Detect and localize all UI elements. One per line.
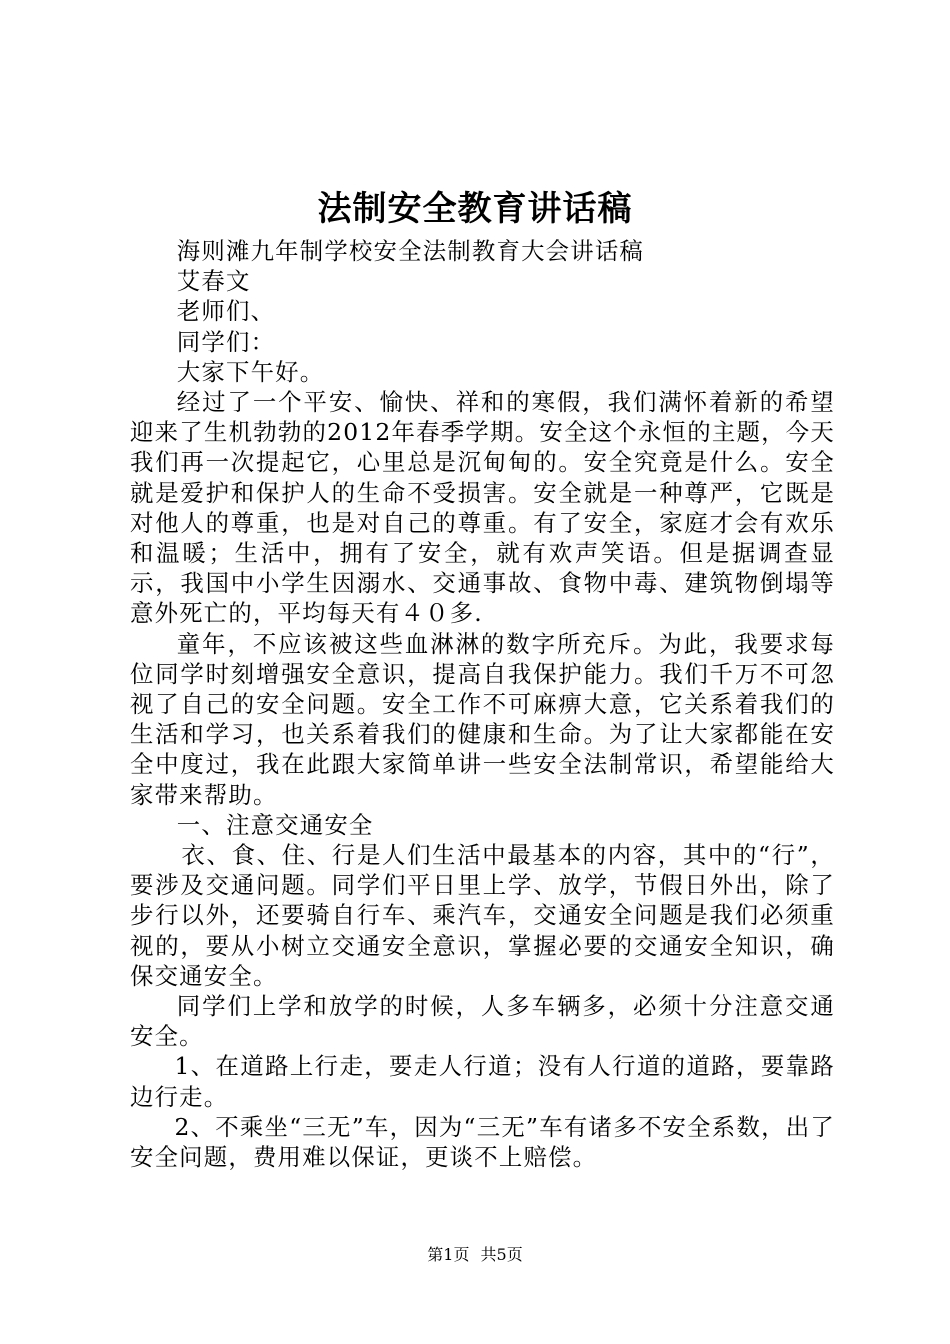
greeting-teachers: 老师们、 [176, 297, 276, 326]
document-title: 法制安全教育讲话稿 [317, 189, 633, 229]
rule-item-1: 1、在道路上行走，要走人行道；没有人行道的道路，要靠路边行走。 [130, 1052, 835, 1111]
document-body [130, 236, 835, 1172]
section-heading-traffic: 一、注意交通安全 [176, 810, 374, 839]
paragraph-traffic: 衣、食、住、行是人们生活中最基本的内容，其中的“行”，要涉及交通问题。同学们平日里上学、放学，节假日外出，除了步行以外，还要骑自行车、乘汽车，交通安全问题是我们必须重视的，要从小树立交通安全意识，掌握必要的交通安全知识，确保交通安全。 [130, 841, 835, 990]
paragraph-childhood: 童年，不应该被这些血淋淋的数字所充斥。为此，我要求每位同学时刻增强安全意识，提高自我保护能力。我们千万不可忽视了自己的安全问题。安全工作不可麻痹大意，它关系着我们的生活和学习，也关系着我们的健康和生命。为了让大家都能在安全中度过，我在此跟大家简单讲一些安全法制常识，希望能给大家带来帮助。 [130, 629, 835, 809]
school-speech-heading: 海则滩九年制学校安全法制教育大会讲话稿 [176, 237, 645, 265]
greeting-afternoon: 大家下午好。 [176, 357, 325, 386]
rule-item-2: 2、不乘坐“三无”车，因为“三无”车有诸多不安全系数，出了安全问题，费用难以保证，更谈不上赔偿。 [130, 1112, 835, 1172]
page-number: 第1页 共5页 [427, 1245, 523, 1264]
author-name: 艾春文 [176, 267, 251, 296]
greeting-students: 同学们： [176, 327, 276, 356]
paragraph-intro: 经过了一个平安、愉快、祥和的寒假，我们满怀着新的希望迎来了生机勃勃的2012年春季学期。安全这个永恒的主题，今天我们再一次提起它，心里总是沉甸甸的。安全究竟是什么。安全就是爱护和保护人的生命不受损害。安全就是一种尊严，它既是对他人的尊重，也是对自己的尊重。有了安全，家庭才会有欢乐和温暖；生活中，拥有了安全，就有欢声笑语。但是据调查显示，我国中小学生因溺水、交通事故、食物中毒、建筑物倒塌等意外死亡的，平均每天有４０多. [130, 388, 835, 628]
paragraph-school-commute: 同学们上学和放学的时候，人多车辆多，必须十分注意交通安全。 [130, 992, 835, 1051]
